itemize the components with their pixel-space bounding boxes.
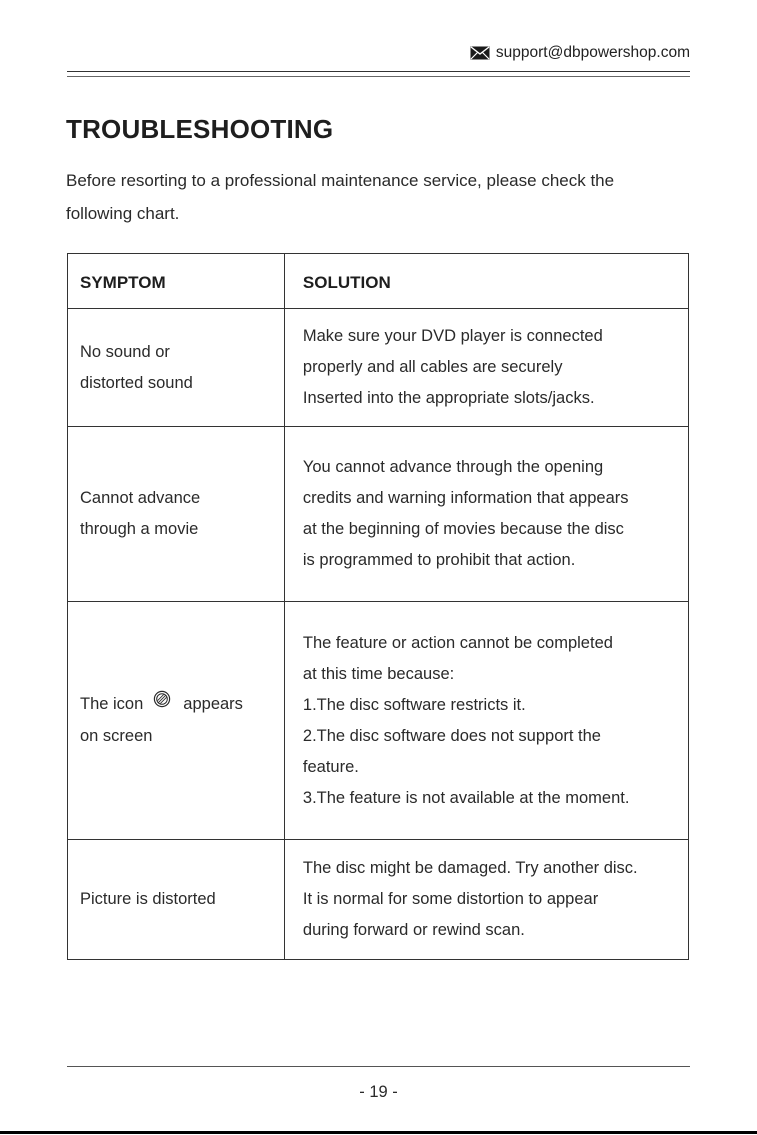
symptom-line: on screen bbox=[80, 726, 153, 745]
solution-line: during forward or rewind scan. bbox=[302, 921, 525, 939]
symptom-line: distorted sound bbox=[80, 373, 193, 392]
header-contact bbox=[470, 44, 690, 62]
symptom-cell bbox=[68, 840, 285, 960]
solution-cell bbox=[284, 840, 688, 960]
intro-line: Before resorting to a professional maintenance service, please check the bbox=[66, 171, 615, 190]
solution-line: It is normal for some distortion to appear bbox=[302, 890, 599, 908]
support-email[interactable]: support@dbpowershop.com bbox=[495, 44, 690, 61]
header-rule-secondary bbox=[67, 76, 690, 77]
prohibited-circle-icon bbox=[153, 688, 171, 719]
solution-line: 2.The disc software does not support the bbox=[302, 726, 601, 745]
symptom-text-pre: The icon bbox=[80, 695, 144, 714]
symptom-text-post: appears bbox=[183, 695, 243, 714]
solution-line: is programmed to prohibit that action. bbox=[302, 551, 576, 569]
header-rule bbox=[67, 71, 690, 72]
solution-line: Make sure your DVD player is connected bbox=[302, 327, 603, 345]
solution-line: The feature or action cannot be completed bbox=[302, 633, 613, 652]
solution-line: You cannot advance through the opening bbox=[302, 458, 604, 476]
footer-rule bbox=[67, 1066, 690, 1067]
solution-line: The disc might be damaged. Try another disc. bbox=[302, 859, 638, 877]
table-row bbox=[68, 840, 689, 960]
solution-line: at the beginning of movies because the disc bbox=[302, 520, 624, 538]
troubleshooting-table bbox=[67, 253, 689, 960]
page-title: TROUBLESHOOTING bbox=[66, 114, 334, 144]
table-row bbox=[68, 427, 689, 602]
solution-cell bbox=[284, 309, 688, 427]
solution-line: 3.The feature is not available at the moment. bbox=[302, 788, 630, 807]
envelope-icon bbox=[470, 46, 490, 60]
symptom-line bbox=[80, 689, 284, 720]
symptom-line: No sound or bbox=[80, 342, 170, 361]
solution-line: feature. bbox=[302, 757, 359, 776]
symptom-cell bbox=[68, 427, 285, 602]
solution-line: at this time because: bbox=[302, 664, 455, 683]
symptom-line: Cannot advance bbox=[80, 489, 201, 507]
solution-line: properly and all cables are securely bbox=[302, 358, 563, 376]
solution-line: Inserted into the appropriate slots/jacks. bbox=[302, 389, 595, 407]
table-header-row bbox=[68, 254, 689, 309]
solution-header: SOLUTION bbox=[284, 254, 688, 309]
symptom-cell bbox=[68, 602, 285, 840]
symptom-line: Picture is distorted bbox=[80, 890, 216, 908]
page-bottom-edge bbox=[0, 1131, 757, 1134]
intro-paragraph bbox=[66, 164, 686, 230]
symptom-line: through a movie bbox=[80, 520, 199, 538]
symptom-header: SYMPTOM bbox=[68, 254, 285, 309]
solution-line: credits and warning information that appears bbox=[302, 489, 629, 507]
table-row bbox=[68, 602, 689, 840]
table-row bbox=[68, 309, 689, 427]
intro-line: following chart. bbox=[66, 204, 180, 223]
solution-line: 1.The disc software restricts it. bbox=[302, 695, 526, 714]
solution-cell bbox=[284, 427, 688, 602]
solution-cell bbox=[284, 602, 688, 840]
symptom-cell bbox=[68, 309, 285, 427]
page-number: - 19 - bbox=[359, 1083, 398, 1101]
